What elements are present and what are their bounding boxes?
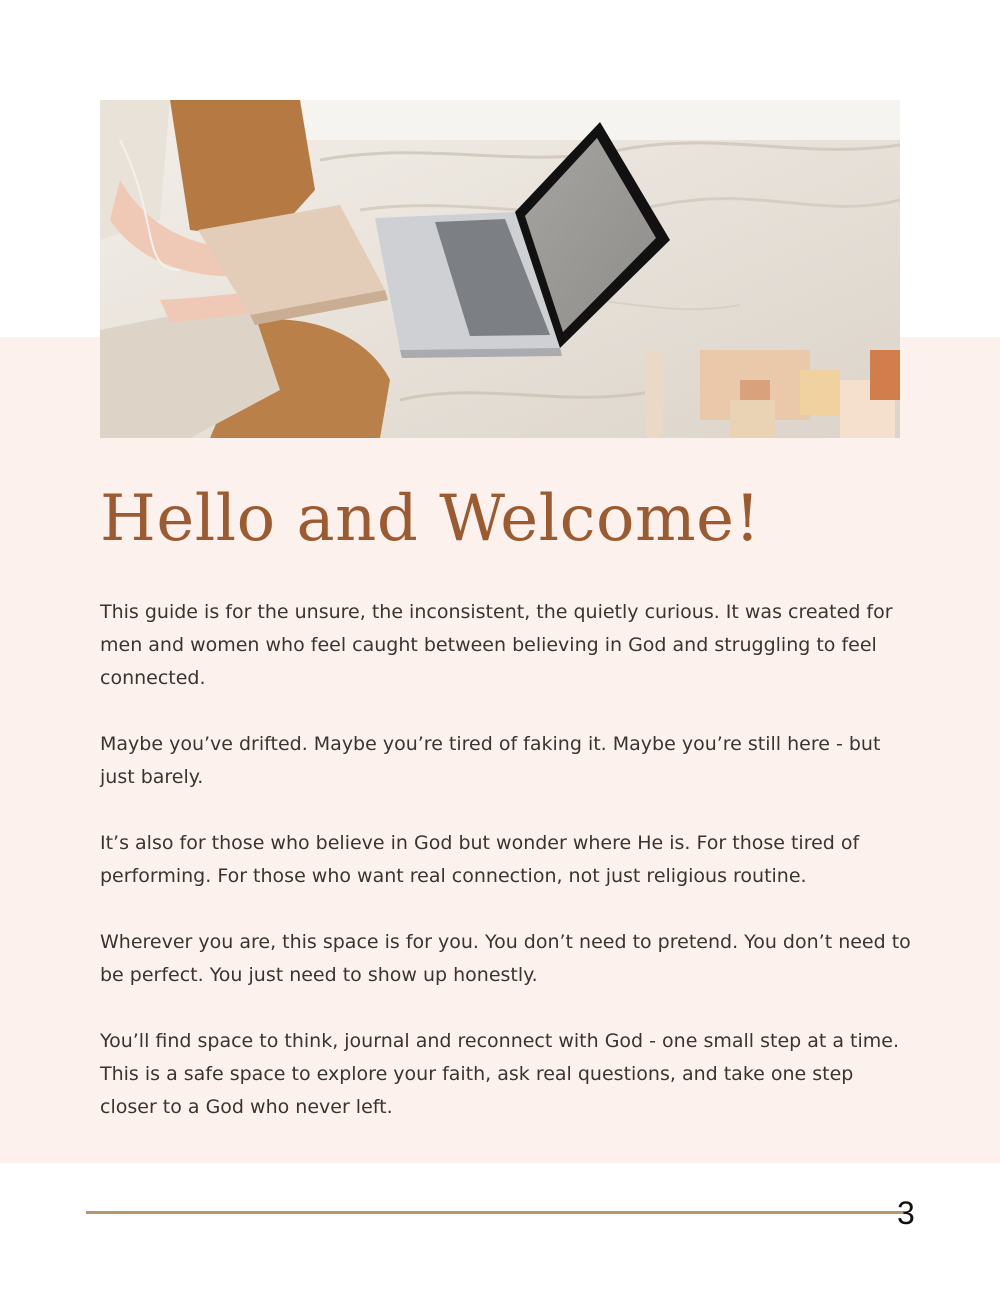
paragraph: This guide is for the unsure, the inconsistent, the quietly curious. It was created for men and women who feel caught between believing in God and struggling to feel connected. [100,601,893,689]
paragraph: It’s also for those who believe in God but wonder where He is. For those tired of performing. For those who want real connection, not just religious routine. [100,832,860,887]
page-title: Hello and Welcome! [100,482,761,556]
paragraph: Maybe you’ve drifted. Maybe you’re tired of faking it. Maybe you’re still here - but just barely. [100,733,881,788]
body-text [100,596,912,1157]
paragraph: You’ll find space to think, journal and reconnect with God - one small step at a time. This is a safe space to explore your faith, ask real questions, and take one step closer to a God who never left. [100,1030,900,1118]
paragraph: Wherever you are, this space is for you. You don’t need to pretend. You don’t need to be perfect. You just need to show up honestly. [100,931,911,986]
hero-photo [100,100,900,438]
footer-divider [86,1211,904,1214]
page-number: 3 [897,1195,915,1231]
